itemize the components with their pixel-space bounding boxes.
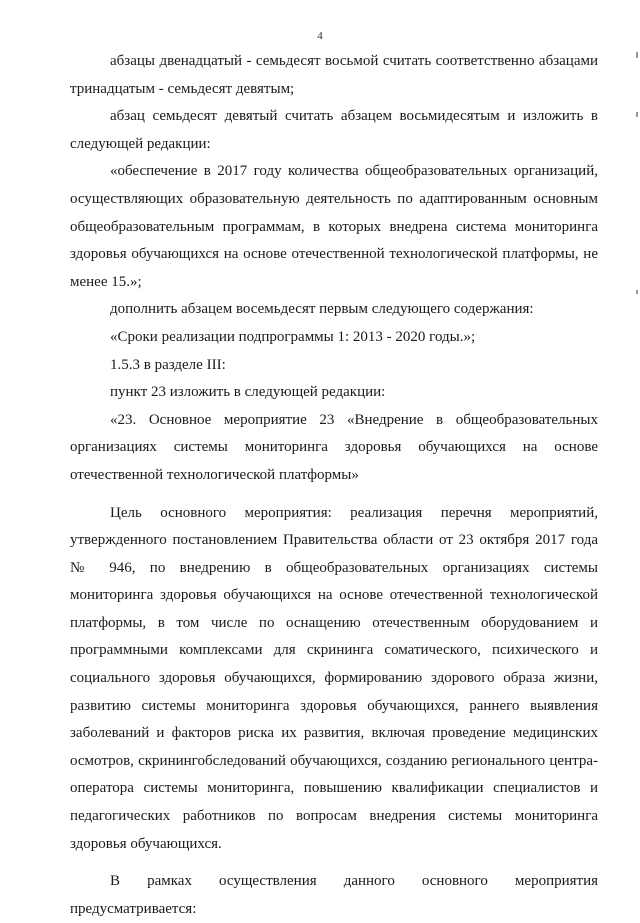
scan-edge-mark [636,52,638,58]
paragraph-terms: «Сроки реализации подпрограммы 1: 2013 - 2020 годы.»; [110,328,476,345]
paragraph-measure-scope: В рамках осуществления данного основного мероприятия предусматривается: [70,873,598,917]
paragraph-measure-goal: Цель основного мероприятия: реализация перечня мероприятий, утвержденного постановлением Правительства области от 23 октября 2017 года № 946, по внедрению в общеобразовательных организациях системы мониторинга здоровья обучающихся на основе отечественной технологической платформы, в том числе по оснащению отечественным оборудованием и программными комплексами для скрининга соматического, психического и социального здоровья обучающихся, формированию здорового образа жизни, развитию системы мониторинга здоровья обучающихся, раннего выявления заболеваний и факторов риска их развития, включая проведение медицинских осмотров, скринингобследований обучающихся, созданию регионального центра-оператора системы мониторинга, повышению квалификации специалистов и педагогических работников по вопросам внедрения системы мониторинга здоровья обучающихся. [70,504,598,852]
paragraph-measure-23-title: «23. Основное мероприятие 23 «Внедрение в общеобразовательных организациях системы мониторинга здоровья обучающихся на основе отечественной технологической платформы» [70,411,598,483]
document-body [70,48,598,923]
paragraph-renumber-abzac-79: абзац семьдесят девятый считать абзацем восьмидесятым и изложить в следующей редакции: [70,108,598,152]
scan-edge-mark [636,112,638,117]
paragraph-quoted-provision: «обеспечение в 2017 году количества общеобразовательных организаций, осуществляющих образовательную деятельность по адаптированным основным общеобразовательным программам, в которых внедрена система мониторинга здоровья обучающихся на основе отечественной технологической платформы, не менее 15.»; [70,163,598,290]
scan-edge-mark [636,290,638,294]
paragraph-item-23-intro: пункт 23 изложить в следующей редакции: [110,384,386,401]
paragraph-section-ref: 1.5.3 в разделе III: [110,356,226,373]
paragraph-renumber-abzacy: абзацы двенадцатый - семьдесят восьмой считать соответственно абзацами тринадцатым - семьдесят девятым; [70,53,598,97]
page-number: 4 [317,30,323,42]
paragraph-add-abzac-81: дополнить абзацем восемьдесят первым следующего содержания: [110,301,534,318]
